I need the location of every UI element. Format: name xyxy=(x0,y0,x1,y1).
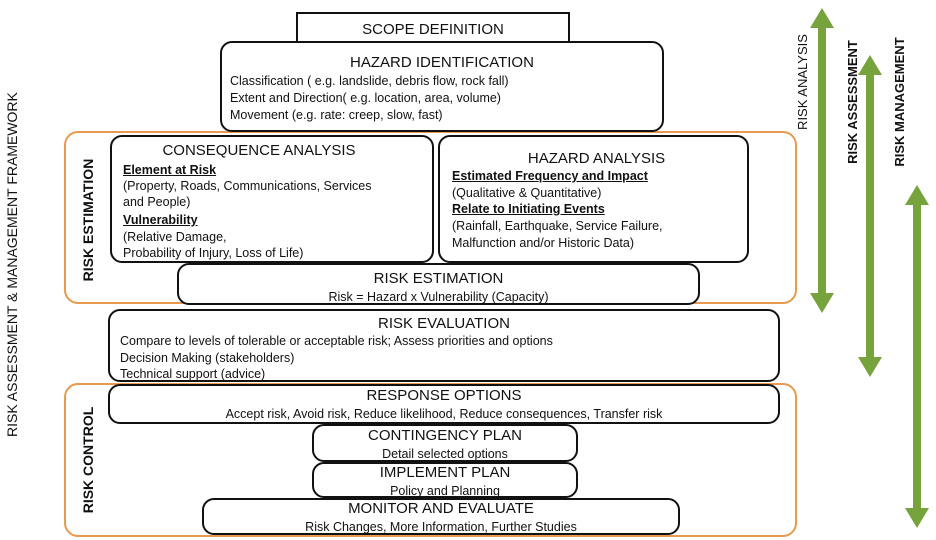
risk-management-arrow xyxy=(905,185,929,528)
risk-estimation-group-label: RISK ESTIMATION xyxy=(80,158,96,282)
implement-plan-text: Policy and Planning xyxy=(390,484,500,498)
risk-estimation-formula: Risk = Hazard x Vulnerability (Capacity) xyxy=(328,290,549,304)
arrow-shape xyxy=(810,8,834,313)
risk-evaluation-title: RISK EVALUATION xyxy=(378,315,510,332)
vulnerability-text: Probability of Injury, Loss of Life) xyxy=(123,246,304,260)
contingency-plan-title: CONTINGENCY PLAN xyxy=(368,427,522,444)
arrow-shape xyxy=(905,185,929,528)
vulnerability-text: (Relative Damage, xyxy=(123,230,227,244)
estimated-frequency-heading: Estimated Frequency and Impact xyxy=(452,169,648,183)
response-options-text: Accept risk, Avoid risk, Reduce likelihood, Reduce consequences, Transfer risk xyxy=(225,407,663,421)
risk-evaluation-line: Technical support (advice) xyxy=(120,367,266,381)
hazard-identification-line: Movement (e.g. rate: creep, slow, fast) xyxy=(230,108,443,122)
element-at-risk-heading: Element at Risk xyxy=(123,163,217,177)
hazard-identification-title: HAZARD IDENTIFICATION xyxy=(350,54,534,71)
vulnerability-heading: Vulnerability xyxy=(123,213,198,227)
risk-assessment-label: RISK ASSESSMENT xyxy=(845,40,860,164)
hazard-identification-line: Classification ( e.g. landslide, debris flow, rock fall) xyxy=(230,74,509,88)
consequence-analysis-title: CONSEQUENCE ANALYSIS xyxy=(162,142,356,159)
element-at-risk-text: (Property, Roads, Communications, Services xyxy=(123,179,372,193)
risk-evaluation-line: Decision Making (stakeholders) xyxy=(120,351,295,365)
scope-definition-title: SCOPE DEFINITION xyxy=(362,21,504,38)
initiating-events-text: Malfunction and/or Historic Data) xyxy=(452,236,635,250)
response-options-title: RESPONSE OPTIONS xyxy=(366,387,522,404)
implement-plan-title: IMPLEMENT PLAN xyxy=(379,464,511,481)
risk-analysis-arrow xyxy=(810,8,834,313)
framework-label: RISK ASSESSMENT & MANAGEMENT FRAMEWORK xyxy=(4,92,20,437)
risk-evaluation-line: Compare to levels of tolerable or acceptable risk; Assess priorities and options xyxy=(120,334,553,348)
initiating-events-text: (Rainfall, Earthquake, Service Failure, xyxy=(452,219,663,233)
contingency-plan-text: Detail selected options xyxy=(382,447,508,461)
risk-analysis-label: RISK ANALYSIS xyxy=(795,34,810,130)
monitor-evaluate-title: MONITOR AND EVALUATE xyxy=(348,500,534,517)
hazard-analysis-title: HAZARD ANALYSIS xyxy=(527,150,666,167)
estimated-frequency-text: (Qualitative & Quantitative) xyxy=(452,186,602,200)
risk-estimation-title: RISK ESTIMATION xyxy=(373,270,504,287)
element-at-risk-text: and People) xyxy=(123,195,191,209)
risk-management-label: RISK MANAGEMENT xyxy=(892,37,907,167)
risk-control-group-label: RISK CONTROL xyxy=(80,406,96,514)
hazard-identification-line: Extent and Direction( e.g. location, area, volume) xyxy=(230,91,501,105)
monitor-evaluate-text: Risk Changes, More Information, Further Studies xyxy=(305,520,577,534)
initiating-events-heading: Relate to Initiating Events xyxy=(452,202,605,216)
